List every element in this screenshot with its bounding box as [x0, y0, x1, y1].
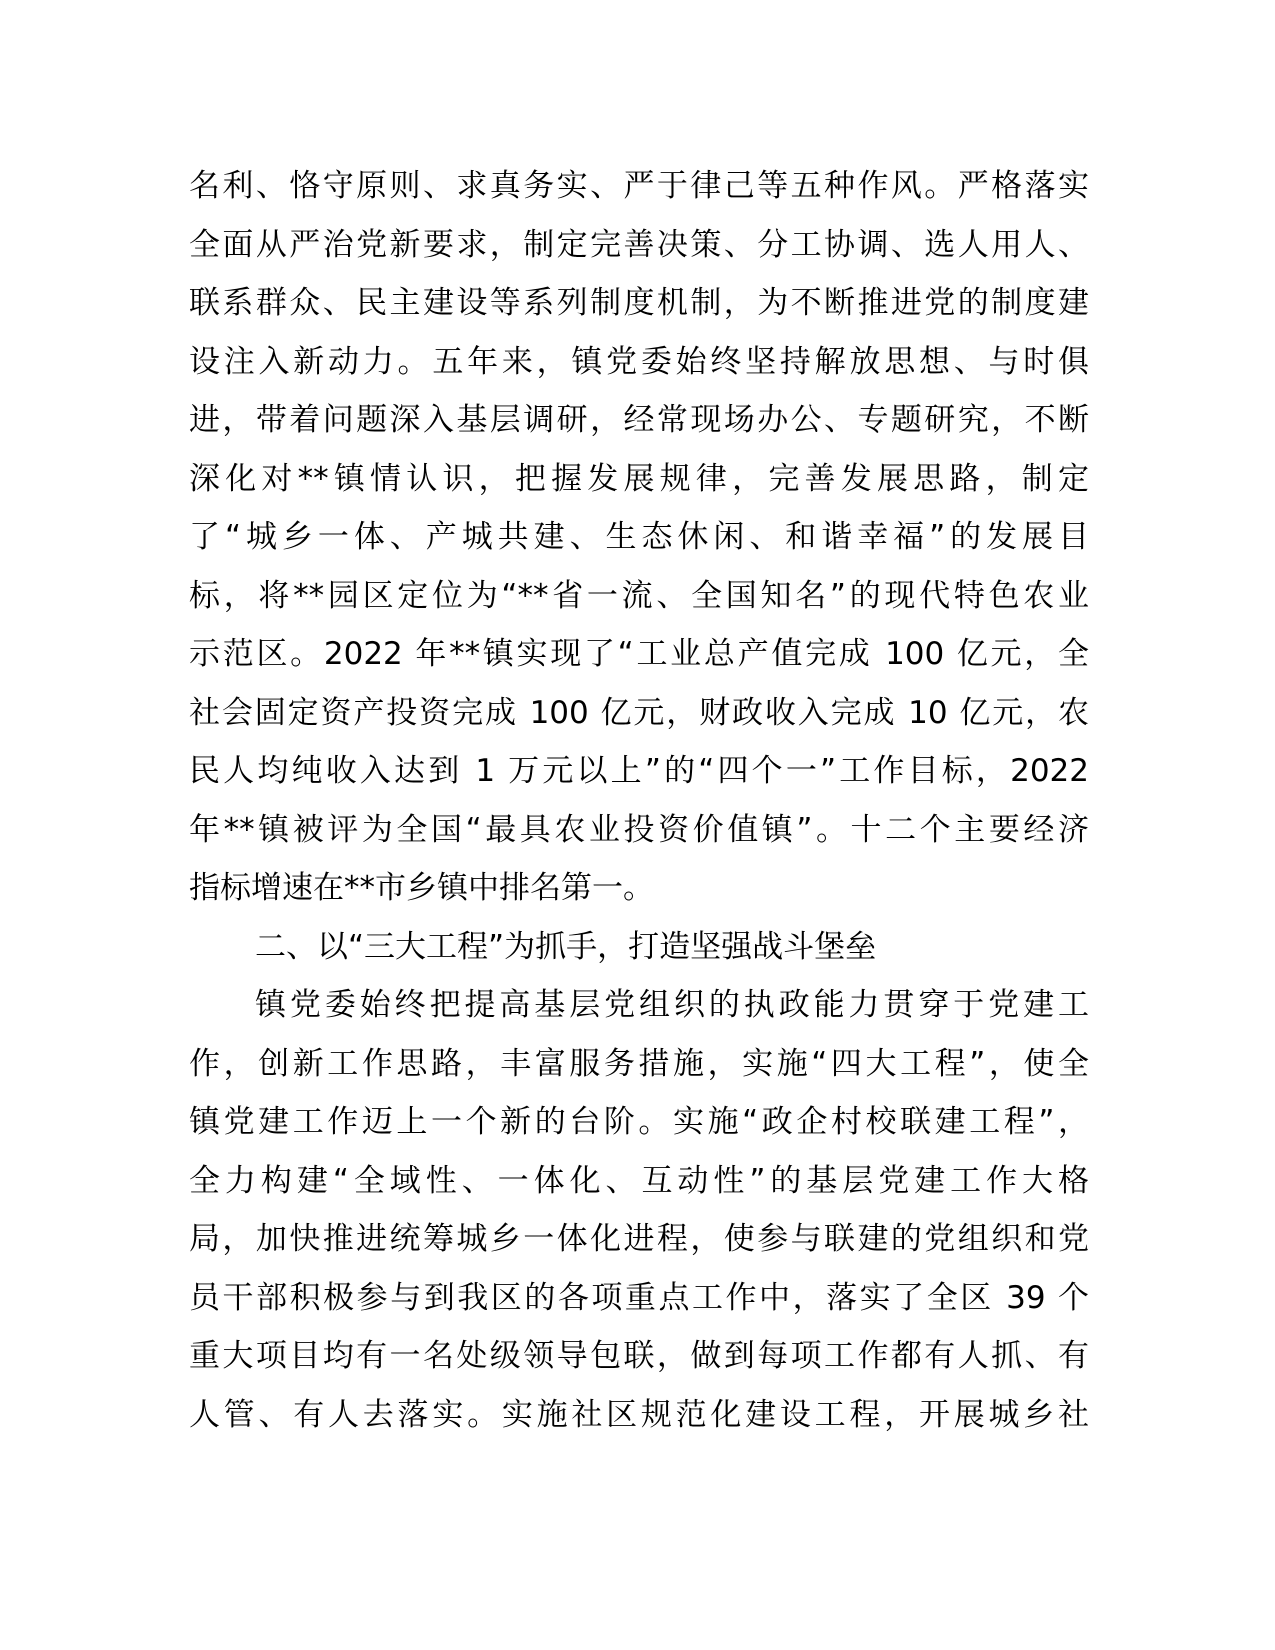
paragraph-line: 联系群众、民主建设等系列制度机制，为不断推进党的制度建 — [189, 285, 1089, 321]
paragraph-line: 年**镇被评为全国“最具农业投资价值镇”。十二个主要经济 — [189, 811, 1089, 848]
paragraph-line: 指标增速在**市乡镇中排名第一。 — [189, 870, 654, 906]
paragraph-line: 社会固定资产投资完成 100 亿元，财政收入完成 10 亿元，农 — [189, 694, 1089, 731]
paragraph-line: 示范区。2022 年**镇实现了“工业总产值完成 100 亿元，全 — [189, 636, 1089, 672]
paragraph-line: 镇党建工作迈上一个新的台阶。实施“政企村校联建工程”， — [189, 1104, 1089, 1140]
paragraph-line: 重大项目均有一名处级领导包联，做到每项工作都有人抓、有 — [189, 1338, 1089, 1374]
paragraph-line: 标，将**园区定位为“**省一流、全国知名”的现代特色农业 — [189, 577, 1089, 614]
paragraph-line: 全力构建“全域性、一体化、互动性”的基层党建工作大格 — [189, 1162, 1089, 1199]
paragraph-2 — [189, 976, 1089, 1444]
paragraph-line: 员干部积极参与到我区的各项重点工作中，落实了全区 39 个 — [189, 1279, 1089, 1316]
paragraph-line: 人管、有人去落实。实施社区规范化建设工程，开展城乡社 — [189, 1396, 1089, 1433]
document-body — [189, 157, 1089, 1444]
paragraph-line: 镇党委始终把提高基层党组织的执政能力贯穿于党建工 — [255, 987, 1089, 1023]
paragraph-1 — [189, 157, 1089, 918]
paragraph-line: 深化对**镇情认识，把握发展规律，完善发展思路，制定 — [189, 460, 1089, 497]
paragraph-line: 局，加快推进统筹城乡一体化进程，使参与联建的党组织和党 — [189, 1221, 1089, 1257]
paragraph-line: 进，带着问题深入基层调研，经常现场办公、专题研究，不断 — [189, 402, 1089, 438]
paragraph-line: 名利、恪守原则、求真务实、严于律己等五种作风。严格落实 — [189, 168, 1089, 204]
paragraph-line: 全面从严治党新要求，制定完善决策、分工协调、选人用人、 — [189, 226, 1089, 263]
paragraph-line: 设注入新动力。五年来，镇党委始终坚持解放思想、与时俱 — [189, 343, 1089, 380]
paragraph-line: 了“城乡一体、产城共建、生态休闲、和谐幸福”的发展目 — [189, 519, 1089, 555]
paragraph-line: 作，创新工作思路，丰富服务措施，实施“四大工程”，使全 — [189, 1045, 1089, 1082]
section-heading: 二、以“三大工程”为抓手，打造坚强战斗堡垒 — [255, 928, 877, 965]
paragraph-line: 民人均纯收入达到 1 万元以上”的“四个一”工作目标，2022 — [189, 753, 1089, 789]
